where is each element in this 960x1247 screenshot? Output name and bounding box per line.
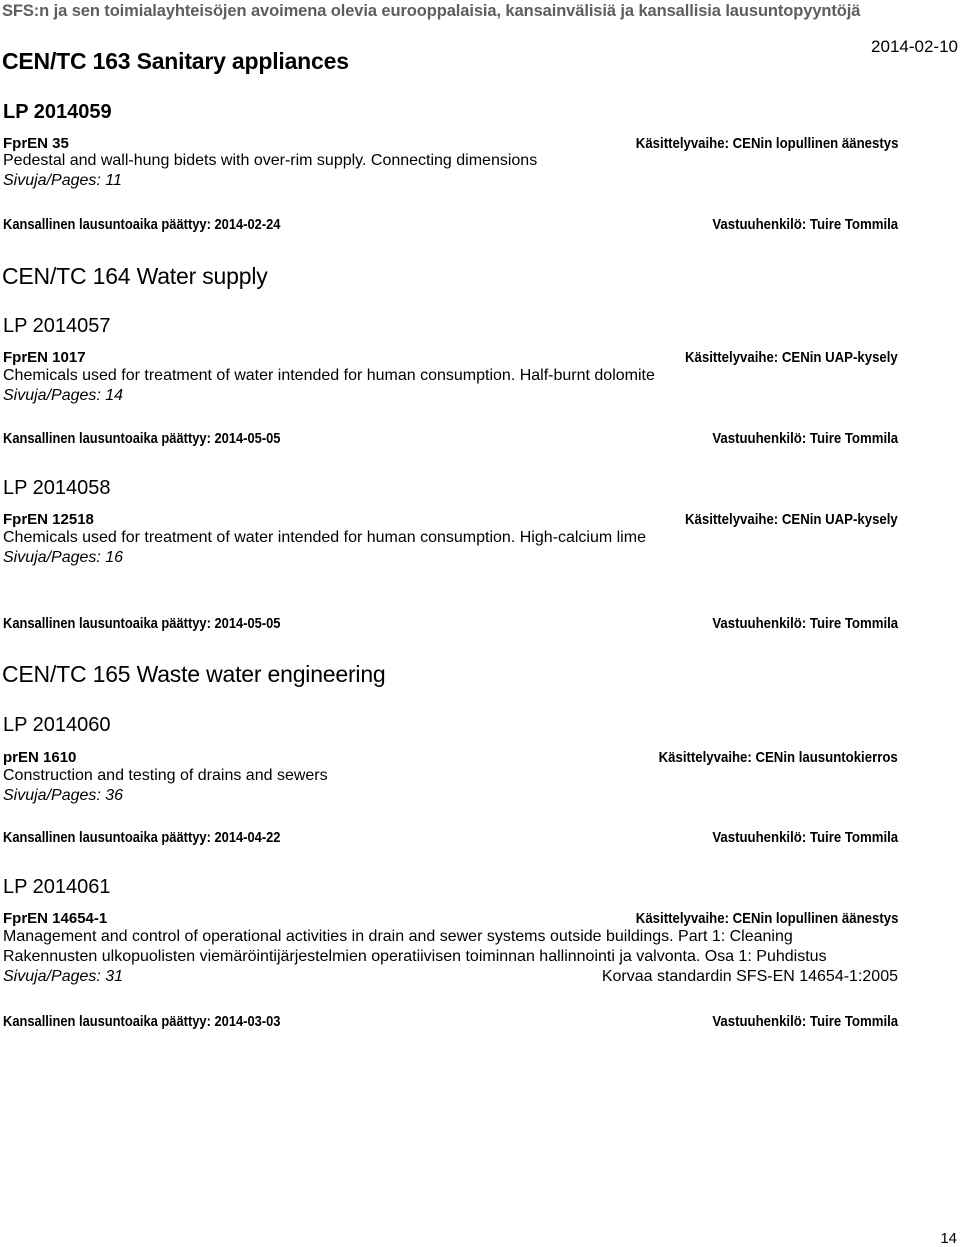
page-count: Sivuja/Pages: 36: [3, 787, 124, 804]
processing-stage: Käsittelyvaihe: CENin lopullinen äänestys: [635, 135, 898, 152]
standard-description: Chemicals used for treatment of water intended for human consumption. Half-burnt dolomite: [3, 367, 655, 384]
comment-deadline: Kansallinen lausuntoaika päättyy: 2014-05-05: [3, 615, 281, 632]
page-count: Sivuja/Pages: 14: [3, 387, 124, 404]
page-count: Sivuja/Pages: 31: [3, 968, 124, 985]
page-number: 14: [940, 1230, 957, 1247]
processing-stage: Käsittelyvaihe: CENin UAP-kysely: [685, 349, 898, 366]
lp-number: LP 2014058: [3, 477, 111, 499]
page-count: Sivuja/Pages: 11: [3, 172, 122, 189]
contact-person: Vastuuhenkilö: Tuire Tommila: [712, 216, 898, 233]
committee-title: CEN/TC 164 Water supply: [2, 263, 268, 289]
comment-deadline: Kansallinen lausuntoaika päättyy: 2014-05-05: [3, 430, 281, 447]
replaces-standard: Korvaa standardin SFS-EN 14654-1:2005: [601, 968, 898, 985]
document-header: SFS:n ja sen toimialayhteisöjen avoimena olevia eurooppalaisia, kansainvälisiä ja kansallisia lausuntopyyntöjä: [2, 2, 861, 20]
lp-number: LP 2014061: [3, 876, 111, 898]
comment-deadline: Kansallinen lausuntoaika päättyy: 2014-04-22: [3, 829, 281, 846]
lp-number: LP 2014060: [3, 714, 111, 736]
contact-person: Vastuuhenkilö: Tuire Tommila: [712, 430, 898, 447]
standard-id: prEN 1610: [3, 749, 77, 766]
committee-title: CEN/TC 165 Waste water engineering: [2, 661, 386, 687]
lp-number: LP 2014059: [3, 101, 112, 123]
standard-id: FprEN 12518: [3, 511, 94, 528]
comment-deadline: Kansallinen lausuntoaika päättyy: 2014-03-03: [3, 1013, 281, 1030]
standard-description: Construction and testing of drains and sewers: [3, 767, 328, 784]
lp-number: LP 2014057: [3, 315, 111, 337]
processing-stage: Käsittelyvaihe: CENin UAP-kysely: [685, 511, 898, 528]
standard-id: FprEN 14654-1: [3, 910, 108, 927]
contact-person: Vastuuhenkilö: Tuire Tommila: [712, 1013, 898, 1030]
standard-description: Pedestal and wall-hung bidets with over-rim supply. Connecting dimensions: [3, 152, 538, 169]
processing-stage: Käsittelyvaihe: CENin lausuntokierros: [658, 749, 898, 766]
standard-id: FprEN 35: [3, 135, 69, 152]
contact-person: Vastuuhenkilö: Tuire Tommila: [712, 829, 898, 846]
standard-description: Management and control of operational activities in drain and sewer systems outside buildings. Part 1: Cleaning: [3, 928, 793, 945]
standard-id: FprEN 1017: [3, 349, 86, 366]
comment-deadline: Kansallinen lausuntoaika päättyy: 2014-02-24: [3, 216, 281, 233]
standard-description-finnish: Rakennusten ulkopuolisten viemäröintijärjestelmien operatiivisen toiminnan hallinnointi ja valvonta. Osa 1: Puhdistus: [3, 948, 827, 965]
processing-stage: Käsittelyvaihe: CENin lopullinen äänestys: [635, 910, 898, 927]
committee-title: CEN/TC 163 Sanitary appliances: [2, 48, 349, 74]
document-date: 2014-02-10: [871, 37, 958, 56]
contact-person: Vastuuhenkilö: Tuire Tommila: [712, 615, 898, 632]
standard-description: Chemicals used for treatment of water intended for human consumption. High-calcium lime: [3, 529, 646, 546]
page-count: Sivuja/Pages: 16: [3, 549, 124, 566]
